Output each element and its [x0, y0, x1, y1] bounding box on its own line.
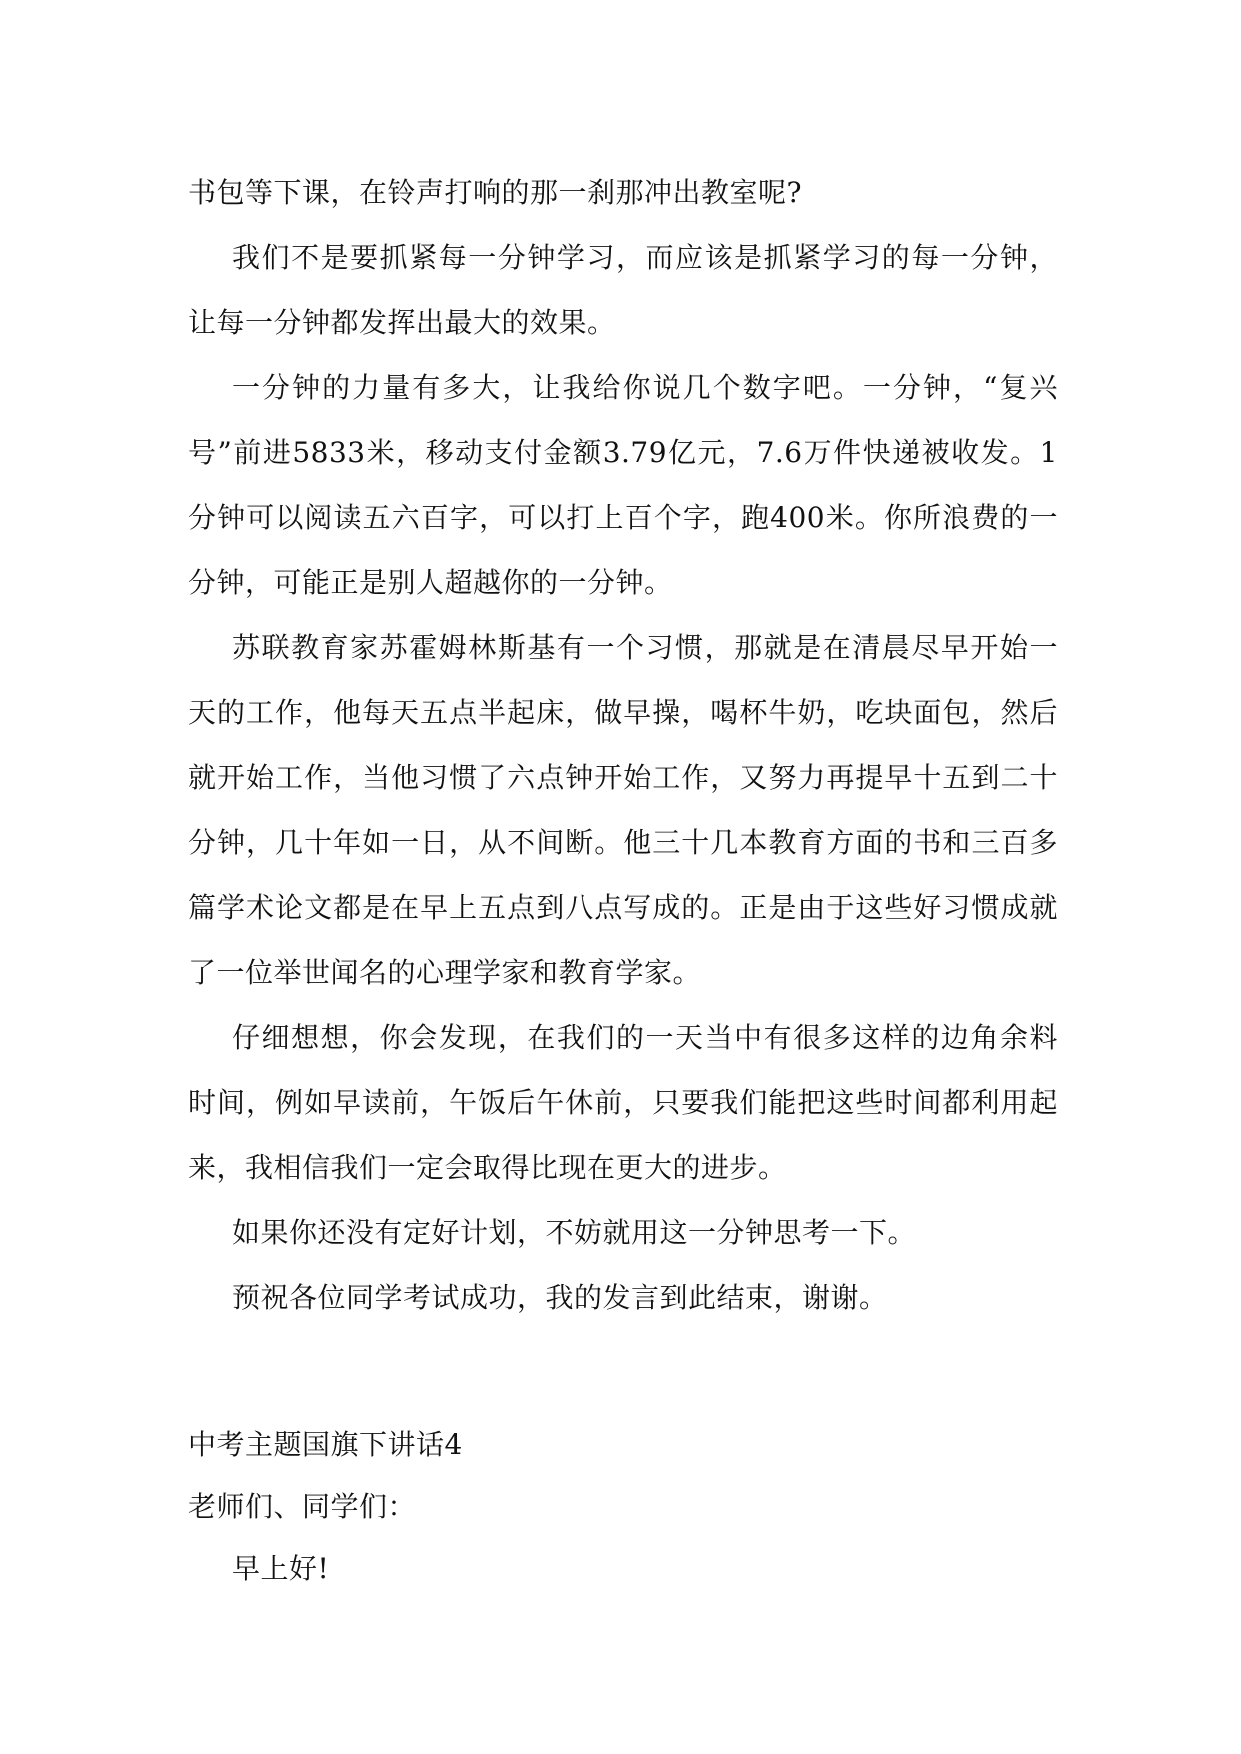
speech-section [188, 1414, 1058, 1600]
salutation: 老师们、同学们： [188, 1490, 417, 1523]
paragraph-power-of-minute: 一分钟的力量有多大，让我给你说几个数字吧。一分钟，“复兴号”前进5833米，移动支付金额3.79亿元，7.6万件快递被收发。1分钟可以阅读五六百字，可以打上百个字，跑400米。你所浪费的一分钟，可能正是别人超越你的一分钟。 [188, 371, 1058, 599]
greeting: 早上好! [232, 1552, 330, 1585]
paragraph-closing: 预祝各位同学考试成功，我的发言到此结束，谢谢。 [232, 1281, 888, 1314]
paragraph-spare-time: 仔细想想，你会发现，在我们的一天当中有很多这样的边角余料时间，例如早读前，午饭后午休前，只要我们能把这些时间都利用起来，我相信我们一定会取得比现在更大的进步。 [188, 1021, 1058, 1184]
paragraph-every-minute: 我们不是要抓紧每一分钟学习，而应该是抓紧学习的每一分钟，让每一分钟都发挥出最大的效果。 [188, 241, 1058, 339]
section-title: 中考主题国旗下讲话4 [188, 1428, 463, 1461]
paragraph-continuation: 书包等下课，在铃声打响的那一刹那冲出教室呢? [188, 176, 803, 209]
paragraph-sukhomlinsky: 苏联教育家苏霍姆林斯基有一个习惯，那就是在清晨尽早开始一天的工作，他每天五点半起床，做早操，喝杯牛奶，吃块面包，然后就开始工作，当他习惯了六点钟开始工作，又努力再提早十五到二十分钟，几十年如一日，从不间断。他三十几本教育方面的书和三百多篇学术论文都是在早上五点到八点写成的。正是由于这些好习惯成就了一位举世闻名的心理学家和教育学家。 [188, 631, 1058, 989]
paragraph-plan: 如果你还没有定好计划，不妨就用这一分钟思考一下。 [232, 1216, 917, 1249]
document-body [188, 160, 1058, 1330]
